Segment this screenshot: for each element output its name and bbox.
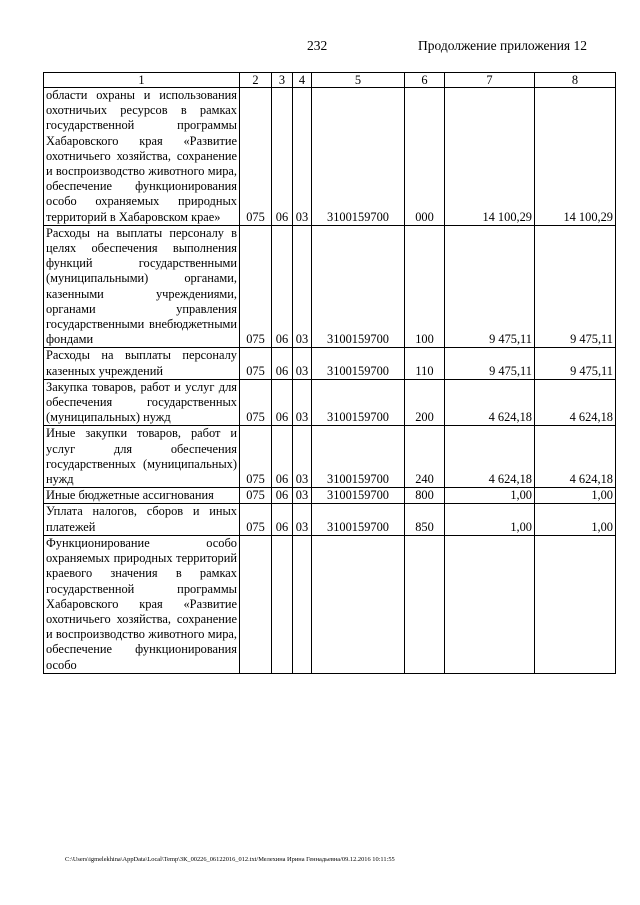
table-row <box>44 504 616 535</box>
row-ministry-code: 075 <box>240 88 272 226</box>
row-subsection-code: 03 <box>293 488 312 504</box>
column-header-8: 8 <box>535 73 616 88</box>
row-target-code: 3100159700 <box>312 504 405 535</box>
table-row <box>44 88 616 226</box>
row-subsection-code: 03 <box>293 348 312 379</box>
row-amount-total: 1,00 <box>535 488 616 504</box>
row-ministry-code: 075 <box>240 488 272 504</box>
row-ministry-code: 075 <box>240 426 272 488</box>
row-amount-plan: 14 100,29 <box>445 88 535 226</box>
column-header-5: 5 <box>312 73 405 88</box>
page-header <box>0 38 640 56</box>
row-ministry-code <box>240 535 272 673</box>
row-target-code: 3100159700 <box>312 426 405 488</box>
row-subsection-code: 03 <box>293 379 312 426</box>
row-amount-total <box>535 535 616 673</box>
row-description: Расходы на выплаты персоналу казенных учреждений <box>44 348 240 379</box>
table-row <box>44 426 616 488</box>
row-section-code: 06 <box>272 88 293 226</box>
row-ministry-code: 075 <box>240 225 272 348</box>
row-section-code: 06 <box>272 348 293 379</box>
row-section-code: 06 <box>272 426 293 488</box>
column-header-1: 1 <box>44 73 240 88</box>
row-subsection-code: 03 <box>293 504 312 535</box>
column-header-7: 7 <box>445 73 535 88</box>
row-amount-total: 4 624,18 <box>535 426 616 488</box>
row-section-code: 06 <box>272 225 293 348</box>
row-amount-plan: 9 475,11 <box>445 348 535 379</box>
row-subsection-code: 03 <box>293 88 312 226</box>
row-subsection-code <box>293 535 312 673</box>
row-amount-plan: 4 624,18 <box>445 379 535 426</box>
column-header-6: 6 <box>405 73 445 88</box>
row-amount-plan: 1,00 <box>445 488 535 504</box>
row-expense-type: 800 <box>405 488 445 504</box>
column-header-4: 4 <box>293 73 312 88</box>
continuation-label: Продолжение приложения 12 <box>418 38 588 53</box>
row-expense-type: 240 <box>405 426 445 488</box>
row-section-code: 06 <box>272 379 293 426</box>
row-amount-total: 9 475,11 <box>535 348 616 379</box>
row-description: Иные бюджетные ассигнования <box>44 488 240 504</box>
row-amount-total: 9 475,11 <box>535 225 616 348</box>
row-section-code: 06 <box>272 504 293 535</box>
row-target-code <box>312 535 405 673</box>
row-target-code: 3100159700 <box>312 488 405 504</box>
row-description: Расходы на выплаты персоналу в целях обеспечения выполнения функций государственными (муниципальными) органами, казенными учреждениями, органами управления государственными внебюджетными фондами <box>44 225 240 348</box>
table-row <box>44 225 616 348</box>
row-description: Функционирование особо охраняемых природных территорий краевого значения в рамках государственной программы Хабаровского края «Развитие охотничьего хозяйства, сохранение и воспроизводство животного мира, обеспечение функционирования особо <box>44 535 240 673</box>
table-header-row <box>44 73 616 88</box>
row-expense-type: 850 <box>405 504 445 535</box>
row-subsection-code: 03 <box>293 426 312 488</box>
row-section-code <box>272 535 293 673</box>
row-amount-plan: 9 475,11 <box>445 225 535 348</box>
budget-table <box>43 72 616 674</box>
row-subsection-code: 03 <box>293 225 312 348</box>
row-description: области охраны и использования охотничьих ресурсов в рамках государственной программы Хабаровского края «Развитие охотничьего хозяйства, сохранение и воспроизводство животного мира, обеспечение функционирования особо охраняемых природных территорий в Хабаровском крае» <box>44 88 240 226</box>
row-target-code: 3100159700 <box>312 348 405 379</box>
row-target-code: 3100159700 <box>312 88 405 226</box>
table-row <box>44 488 616 504</box>
row-ministry-code: 075 <box>240 348 272 379</box>
row-amount-total: 14 100,29 <box>535 88 616 226</box>
row-target-code: 3100159700 <box>312 225 405 348</box>
row-expense-type <box>405 535 445 673</box>
row-description: Закупка товаров, работ и услуг для обеспечения государственных (муниципальных) нужд <box>44 379 240 426</box>
row-ministry-code: 075 <box>240 379 272 426</box>
row-amount-total: 4 624,18 <box>535 379 616 426</box>
table-row <box>44 379 616 426</box>
row-expense-type: 200 <box>405 379 445 426</box>
column-header-2: 2 <box>240 73 272 88</box>
row-section-code: 06 <box>272 488 293 504</box>
row-amount-total: 1,00 <box>535 504 616 535</box>
row-expense-type: 000 <box>405 88 445 226</box>
column-header-3: 3 <box>272 73 293 88</box>
row-target-code: 3100159700 <box>312 379 405 426</box>
row-description: Уплата налогов, сборов и иных платежей <box>44 504 240 535</box>
row-amount-plan: 4 624,18 <box>445 426 535 488</box>
page-number: 232 <box>307 38 328 53</box>
row-amount-plan: 1,00 <box>445 504 535 535</box>
table-row <box>44 535 616 673</box>
table-row <box>44 348 616 379</box>
row-expense-type: 110 <box>405 348 445 379</box>
row-description: Иные закупки товаров, работ и услуг для обеспечения государственных (муниципальных) нужд <box>44 426 240 488</box>
file-path-footer: C:\Users\igmelekhina\AppData\Local\Temp\ЗК_00226_06122016_012.txt/Мелехина Ирина Геннадьевна/09.12.2016 10:11:55 <box>65 856 395 863</box>
row-expense-type: 100 <box>405 225 445 348</box>
row-amount-plan <box>445 535 535 673</box>
row-ministry-code: 075 <box>240 504 272 535</box>
